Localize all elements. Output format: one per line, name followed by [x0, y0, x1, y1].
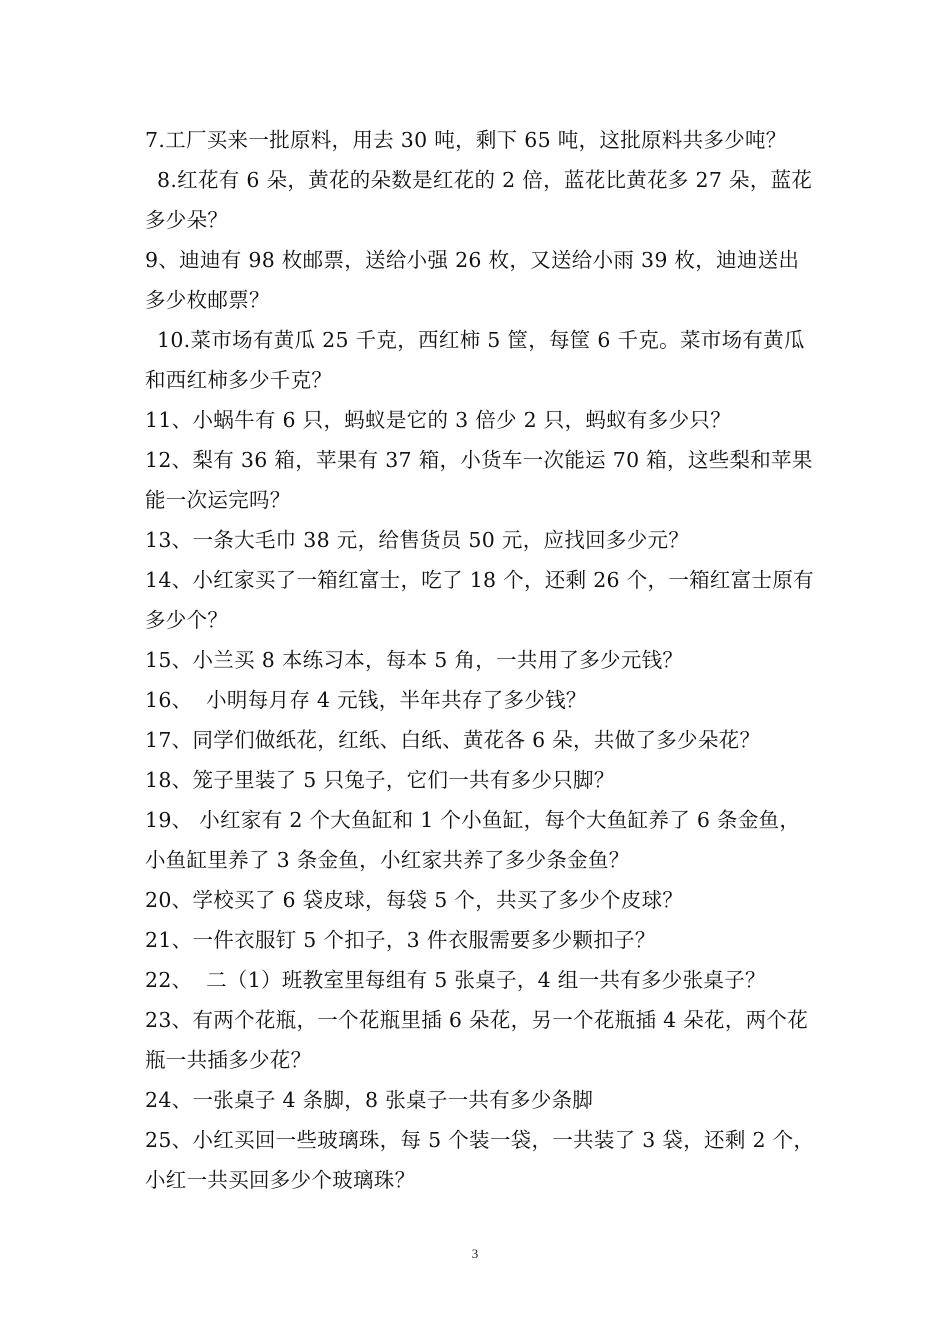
question-8: 8.红花有 6 朵，黄花的朵数是红花的 2 倍，蓝花比黄花多 27 朵，蓝花多少朵？: [145, 168, 813, 232]
question-14: 14、小红家买了一箱红富士，吃了 18 个，还剩 26 个，一箱红富士原有多少个？: [145, 568, 814, 632]
question-18: 18、笼子里装了 5 只兔子，它们一共有多少只脚？: [145, 768, 615, 792]
question-21: 21、一件衣服钉 5 个扣子，3 件衣服需要多少颗扣子？: [145, 928, 656, 952]
question-13: 13、一条大毛巾 38 元，给售货员 50 元，应找回多少元？: [145, 528, 690, 552]
question-17: 17、同学们做纸花，红纸、白纸、黄花各 6 朵，共做了多少朵花？: [145, 728, 761, 752]
question-list: [145, 120, 815, 1200]
question-22: 22、 二（1）班教室里每组有 5 张桌子，4 组一共有多少张桌子？: [145, 968, 766, 992]
question-25: 25、小红买回一些玻璃珠，每 5 个装一袋，一共装了 3 袋，还剩 2 个，小红一共买回多少个玻璃珠？: [145, 1128, 815, 1192]
question-24: 24、一张桌子 4 条脚，8 张桌子一共有多少条脚: [145, 1088, 594, 1112]
question-12: 12、梨有 36 箱，苹果有 37 箱，小货车一次能运 70 箱，这些梨和苹果能一次运完吗？: [145, 448, 813, 512]
question-20: 20、学校买了 6 袋皮球，每袋 5 个，共买了多少个皮球？: [145, 888, 684, 912]
question-10: 10.菜市场有黄瓜 25 千克，西红柿 5 筐，每筐 6 千克。菜市场有黄瓜和西红柿多少千克？: [145, 328, 805, 392]
question-15: 15、小兰买 8 本练习本，每本 5 角，一共用了多少元钱？: [145, 648, 684, 672]
question-19: 19、 小红家有 2 个大鱼缸和 1 个小鱼缸，每个大鱼缸养了 6 条金鱼，小鱼缸里养了 3 条金鱼，小红家共养了多少条金鱼？: [145, 808, 801, 872]
question-23: 23、有两个花瓶，一个花瓶里插 6 朵花，另一个花瓶插 4 朵花，两个花瓶一共插多少花？: [145, 1008, 809, 1072]
question-7: 7.工厂买来一批原料，用去 30 吨，剩下 65 吨，这批原料共多少吨？: [145, 128, 787, 152]
question-16: 16、 小明每月存 4 元钱，半年共存了多少钱？: [145, 688, 587, 712]
page-number: 3: [471, 1246, 479, 1261]
question-9: 9、迪迪有 98 枚邮票，送给小强 26 枚，又送给小雨 39 枚，迪迪送出多少枚邮票？: [145, 248, 800, 312]
question-11: 11、小蜗牛有 6 只，蚂蚁是它的 3 倍少 2 只，蚂蚁有多少只？: [145, 408, 732, 432]
